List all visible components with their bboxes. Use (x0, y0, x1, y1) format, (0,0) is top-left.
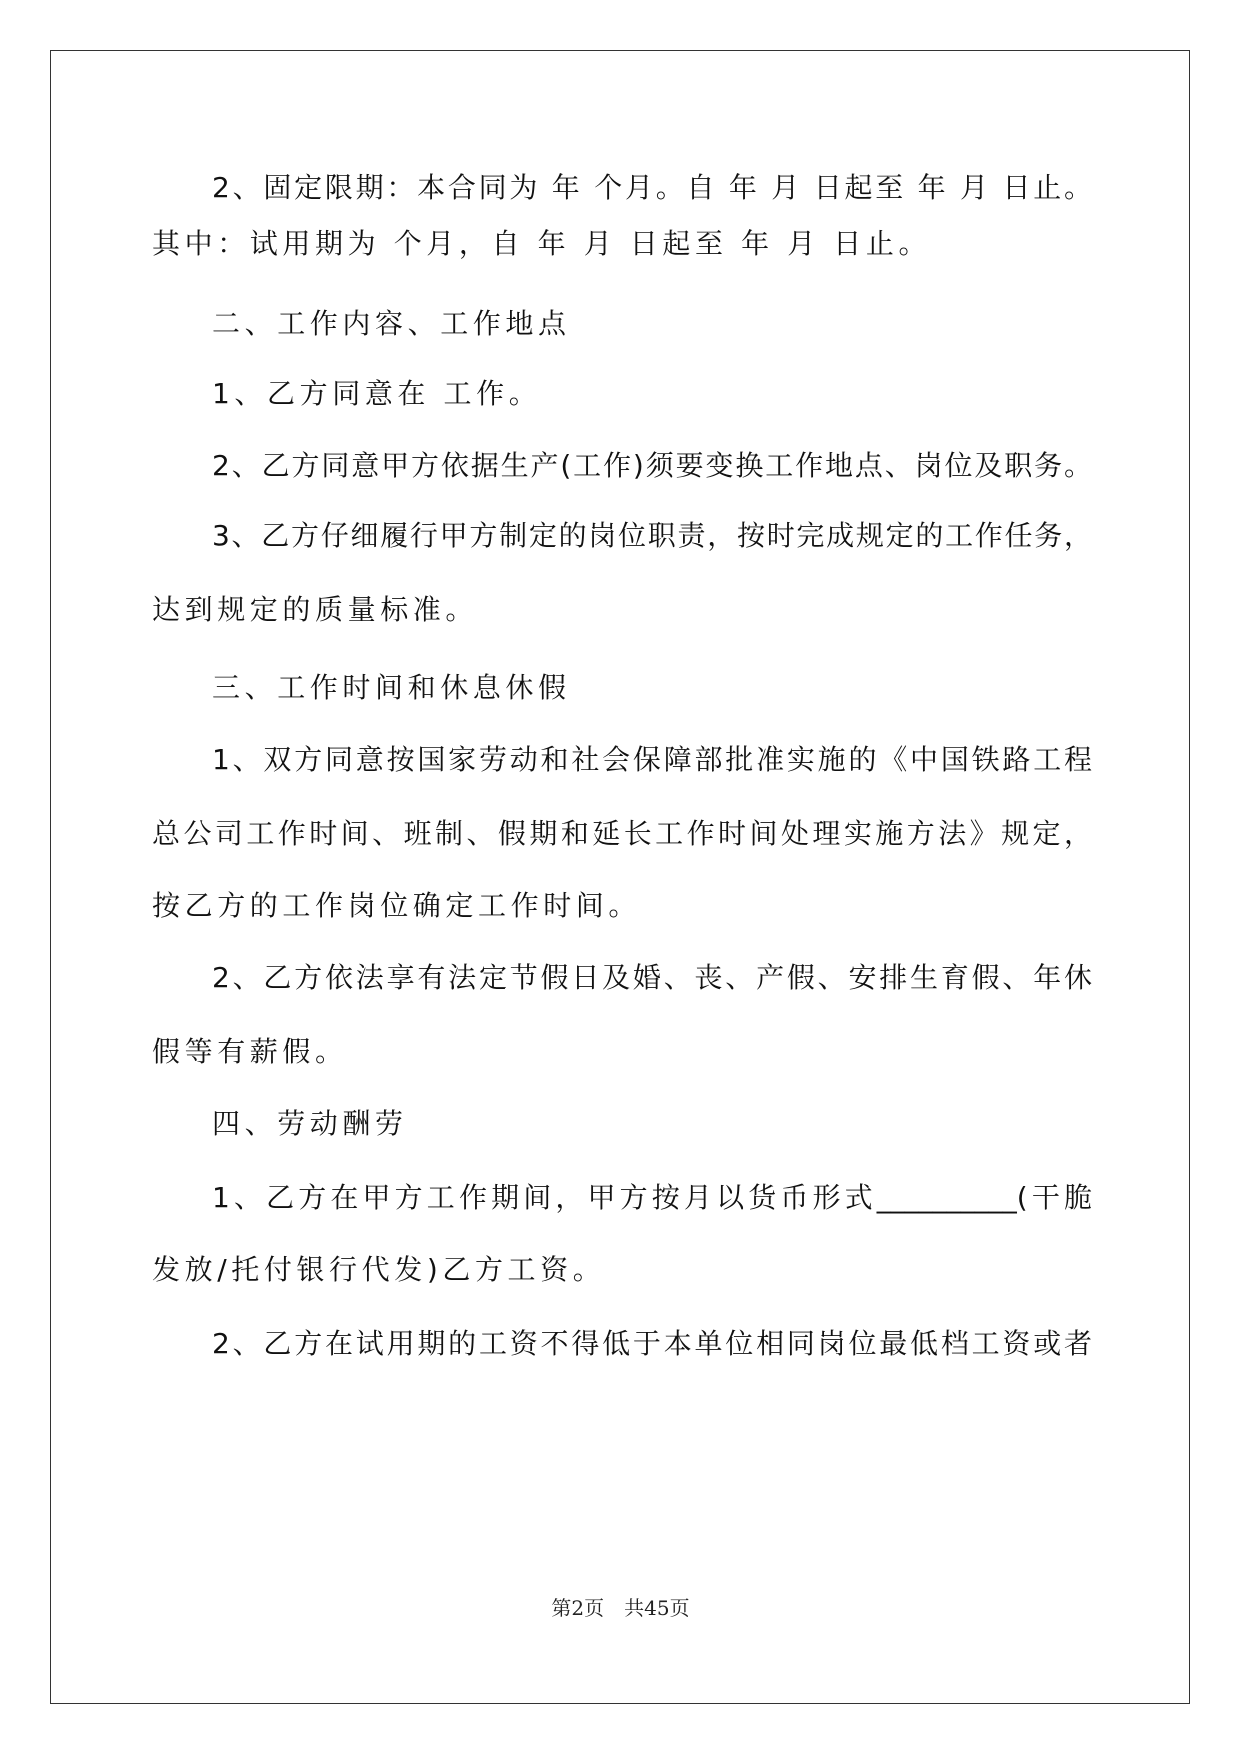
text-line-7: 达到规定的质量标准。 (152, 593, 479, 626)
text-line-1: 2、固定限期：本合同为 年 个月。自 年 月 日起至 年 月 日止。 (212, 171, 1092, 204)
page-number-footer: 第2页 共45页 (551, 1596, 690, 1620)
text-line-11: 按乙方的工作岗位确定工作时间。 (152, 889, 642, 922)
text-line-17: 2、乙方在试用期的工资不得低于本单位相同岗位最低档工资或者 (212, 1327, 1092, 1360)
text-line-4: 1、乙方同意在 工作。 (212, 377, 542, 410)
section-heading-3: 三、工作时间和休息休假 (212, 671, 571, 704)
text-line-15: 1、乙方在甲方工作期间，甲方按月以货币形式__________(干脆 (212, 1181, 1092, 1214)
section-heading-4: 四、劳动酬劳 (212, 1107, 408, 1140)
text-line-16: 发放/托付银行代发)乙方工资。 (152, 1253, 606, 1286)
text-line-13: 假等有薪假。 (152, 1035, 348, 1068)
text-line-10: 总公司工作时间、班制、假期和延长工作时间处理实施方法》规定， (152, 817, 1092, 850)
page-frame (50, 50, 1190, 1704)
text-line-12: 2、乙方依法享有法定节假日及婚、丧、产假、安排生育假、年休 (212, 961, 1092, 994)
section-heading-2: 二、工作内容、工作地点 (212, 307, 571, 340)
text-line-9: 1、双方同意按国家劳动和社会保障部批准实施的《中国铁路工程 (212, 743, 1092, 776)
text-line-2: 其中：试用期为 个月，自 年 月 日起至 年 月 日止。 (152, 227, 932, 260)
text-line-5: 2、乙方同意甲方依据生产(工作)须要变换工作地点、岗位及职务。 (212, 449, 1092, 482)
text-line-6: 3、乙方仔细履行甲方制定的岗位职责，按时完成规定的工作任务， (212, 519, 1092, 552)
